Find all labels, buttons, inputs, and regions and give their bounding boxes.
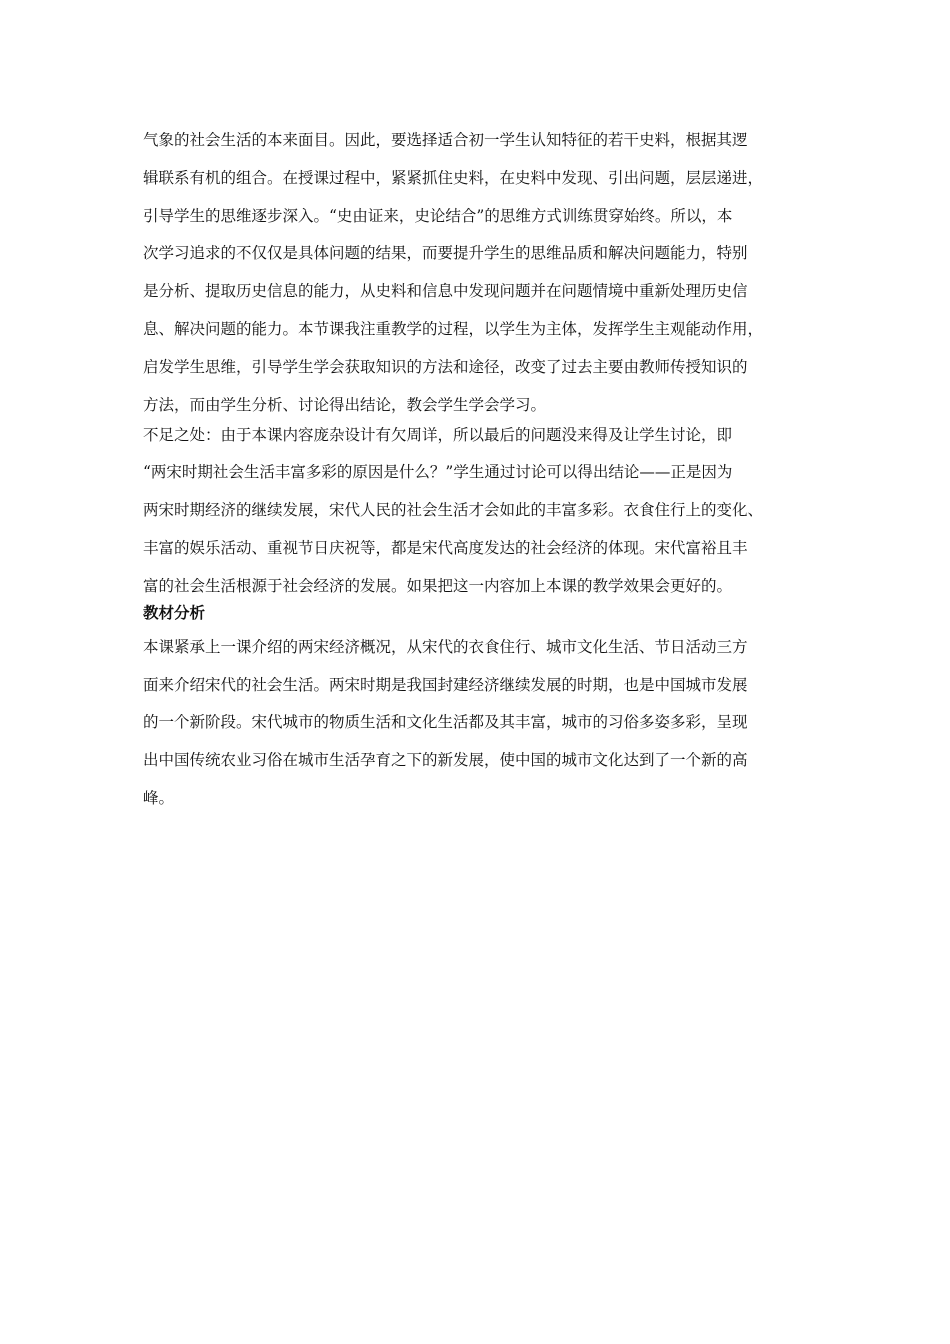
text-line: 丰富的娱乐活动、重视节日庆祝等，都是宋代高度发达的社会经济的体现。宋代富裕且丰 [143,538,748,557]
section-heading: 教材分析 [143,603,206,622]
text-line: 富的社会生活根源于社会经济的发展。如果把这一内容加上本课的教学效果会更好的。 [143,576,733,595]
textbook-analysis-paragraph [143,629,809,818]
text-line: 启发学生思维，引导学生学会获取知识的方法和途径，改变了过去主要由教师传授知识的 [143,357,748,376]
text-line: 次学习追求的不仅仅是具体问题的结果，而要提升学生的思维品质和解决问题能力，特别 [143,244,748,263]
document-content [143,122,809,818]
shortcomings-paragraph [143,417,809,598]
text-line: 峰。 [143,788,175,807]
text-line: 两宋时期经济的继续发展，宋代人民的社会生活才会如此的丰富多彩。衣食住行上的变化、 [143,501,764,520]
text-line: 是分析、提取历史信息的能力，从史料和信息中发现问题并在问题情境中重新处理历史信 [143,282,748,301]
text-line: 本课紧承上一课介绍的两宋经济概况，从宋代的衣食住行、城市文化生活、节日活动三方 [143,637,748,656]
text-line: 辑联系有机的组合。在授课过程中，紧紧抓住史料，在史料中发现、引出问题，层层递进， [143,168,764,187]
text-line: 方法，而由学生分析、讨论得出结论，教会学生学会学习。 [143,395,547,414]
text-line: 面来介绍宋代的社会生活。两宋时期是我国封建经济继续发展的时期，也是中国城市发展 [143,675,748,694]
text-line: 引导学生的思维逐步深入。“史由证来，史论结合”的思维方式训练贯穿始终。所以，本 [143,206,733,225]
text-line: 息、解决问题的能力。本节课我注重教学的过程，以学生为主体，发挥学生主观能动作用， [143,319,764,338]
text-line: 不足之处：由于本课内容庞杂设计有欠周详，所以最后的问题没来得及让学生讨论，即 [143,425,733,444]
reflection-paragraph [143,122,809,417]
text-line: 的一个新阶段。宋代城市的物质生活和文化生活都及其丰富，城市的习俗多姿多彩，呈现 [143,713,748,732]
text-line: 气象的社会生活的本来面目。因此，要选择适合初一学生认知特征的若干史料，根据其逻 [143,131,748,149]
text-line: 出中国传统农业习俗在城市生活孕育之下的新发展，使中国的城市文化达到了一个新的高 [143,751,748,770]
text-line: “两宋时期社会生活丰富多彩的原因是什么？”学生通过讨论可以得出结论——正是因为 [143,463,733,482]
